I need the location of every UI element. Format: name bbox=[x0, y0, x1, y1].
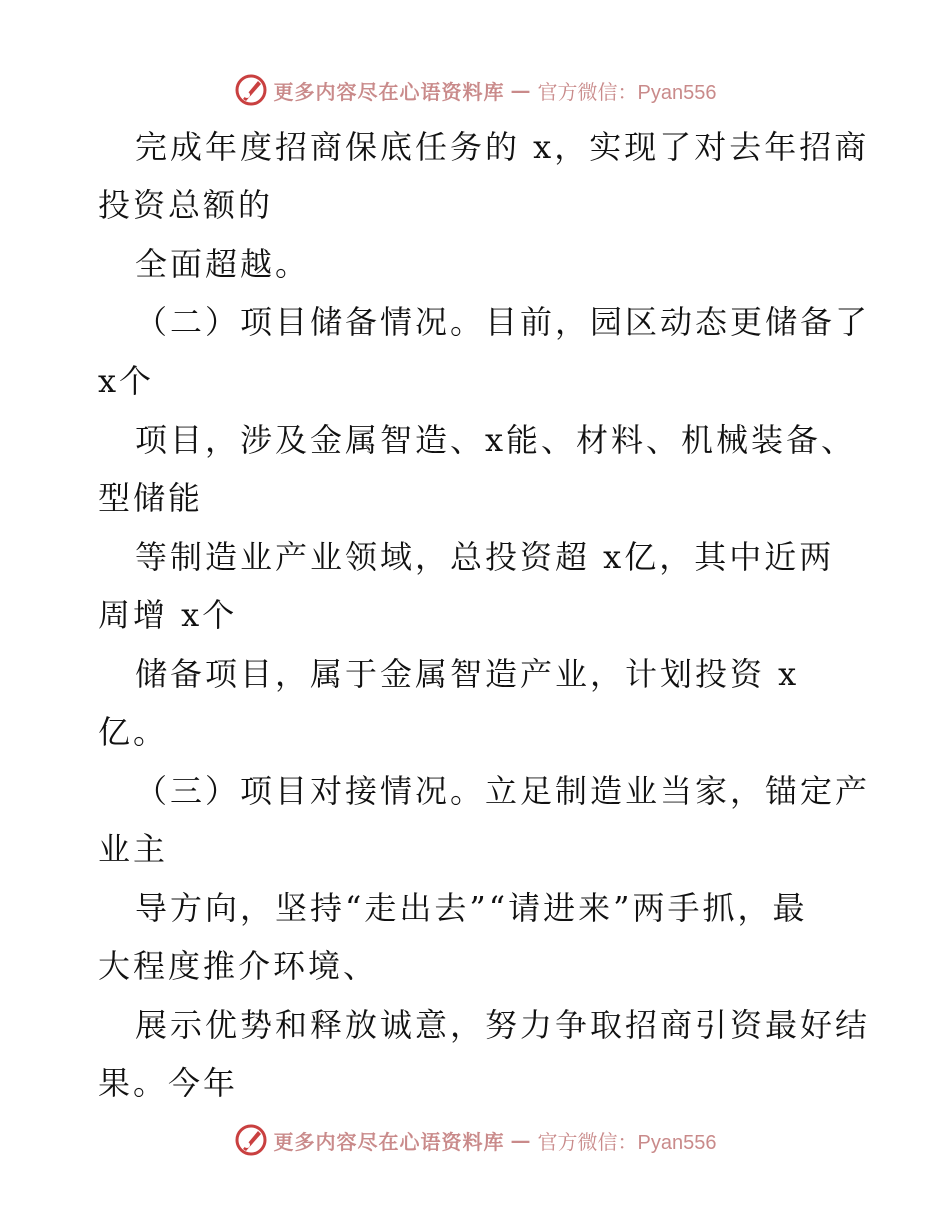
watermark-dash: — bbox=[510, 1128, 532, 1152]
text-line: 周增 x个 bbox=[98, 596, 238, 634]
text-line: （三）项目对接情况。立足制造业当家，锚定产 bbox=[135, 772, 871, 810]
text-line: 亿。 bbox=[98, 713, 169, 751]
text-line: 大程度推介环境、 bbox=[98, 947, 379, 985]
text-line: 完成年度招商保底任务的 x，实现了对去年招商 bbox=[135, 128, 870, 166]
text-line: 果。今年 bbox=[98, 1064, 239, 1102]
text-line: 型储能 bbox=[98, 479, 204, 517]
watermark-contact: 官方微信：Pyan556 bbox=[537, 81, 717, 104]
quill-pen-logo-icon bbox=[234, 1123, 268, 1157]
text-line: （二）项目储备情况。目前，园区动态更储备了 bbox=[135, 303, 871, 341]
text-line: 业主 bbox=[98, 830, 169, 868]
text-line: x个 bbox=[98, 362, 155, 400]
text-line: 储备项目，属于金属智造产业，计划投资 x bbox=[135, 655, 800, 693]
footer-watermark bbox=[0, 1120, 950, 1160]
text-line: 等制造业产业领域，总投资超 x亿，其中近两 bbox=[135, 538, 835, 576]
text-line: 投资总额的 bbox=[98, 186, 274, 224]
text-line: 展示优势和释放诚意，努力争取招商引资最好结 bbox=[135, 1006, 871, 1044]
text-line: 项目，涉及金属智造、x能、材料、机械装备、 bbox=[135, 421, 857, 459]
watermark-text: 更多内容尽在心语资料库 bbox=[273, 79, 505, 104]
watermark-contact: 官方微信：Pyan556 bbox=[537, 1131, 717, 1154]
watermark-text: 更多内容尽在心语资料库 bbox=[273, 1129, 505, 1154]
text-line: 全面超越。 bbox=[135, 245, 311, 283]
watermark-dash: — bbox=[510, 78, 532, 102]
text-line: 导方向，坚持“走出去”“请进来”两手抓，最 bbox=[135, 889, 808, 927]
